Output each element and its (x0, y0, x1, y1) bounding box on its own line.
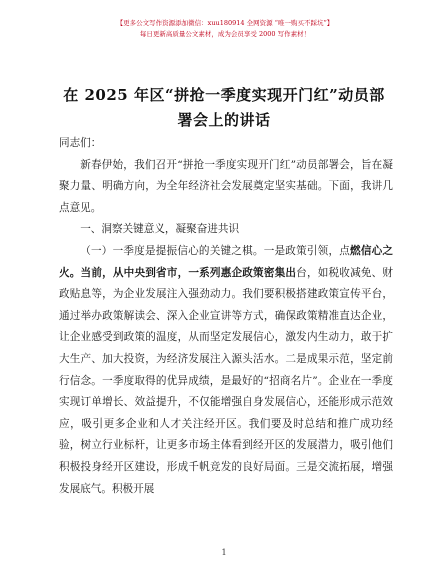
intro-paragraph: 新春伊始，我们召开“拼抢一季度实现开门红”动员部署会，旨在凝聚力量、明确方向，为全年经济社会发展奠定坚实基础。下面，我讲几点意见。 (59, 158, 393, 214)
document-title: 在 2025 年区“拼抢一季度实现开门红”动员部署会上的讲话 (63, 86, 385, 129)
document-body (59, 133, 393, 500)
greeting: 同志们： (59, 137, 102, 149)
subsection-1-label: （一）一季度是提振信心的关键之棋。 (80, 244, 264, 257)
promo-banner (100, 18, 350, 40)
subsection-1-paragraph (59, 241, 393, 500)
promo-banner-line-2: 每日更新高质量公文素材，成为会员享受 2000 写作素材！ (139, 30, 311, 38)
subsection-1-text-a: 一是政策引领，点 (263, 244, 351, 257)
page-number: 1 (221, 548, 227, 557)
promo-banner-line-1: 【更多公文写作资源添加微信：xuu180914 全网资源 “唯一购买不踩坑”】 (116, 19, 334, 27)
section-heading-1: 一、洞察关键意义，凝聚奋进共识 (80, 223, 240, 236)
subsection-1-text-b: 台，如税收减免、财政贴息等，为企业发展注入强劲动力。我们要积极搭建政策宣传平台，通过举办政策解读会、深入企业宣讲等方式，确保政策精准直达企业，让企业感受到政策的温度，从而坚定发展信心，激发内生动力，敢于扩大生产、加大投资，为经济发展注入源头活水。二是成果示范，坚定前行信念。一季度取得的优异成绩，是最好的“招商名片”。企业在一季度实现订单增长、效益提升，不仅能增强自身发展信心，还能形成示范效应，吸引更多企业和人才关注经开区。我们要及时总结和推广成功经验，树立行业标杆，让更多市场主体看到经开区的发展潜力，吸引他们积极投身经开区建设，形成千帆竞发的良好局面。三是交流拓展，增强发展底气。积极开展 (59, 266, 394, 495)
subsection-1-bold-text: 燃信心之火。当前，从中央到省市，一系列惠企政策密集出 (59, 244, 394, 279)
